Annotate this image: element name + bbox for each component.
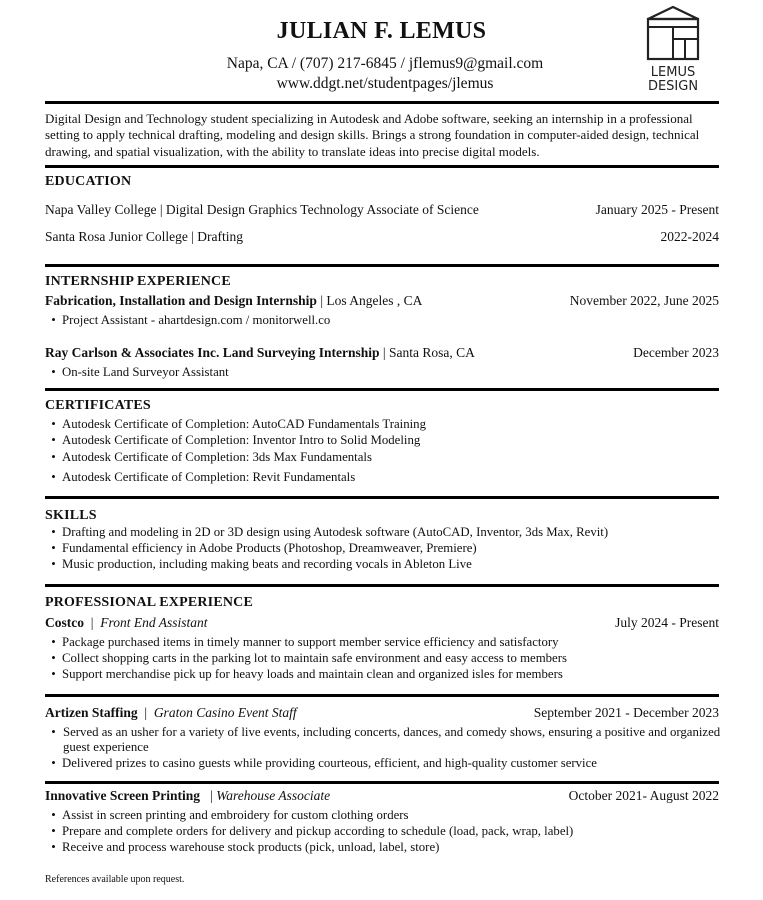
job-date: September 2021 - December 2023 [533, 705, 719, 720]
divider [45, 101, 719, 104]
list-item: • Drafting and modeling in 2D or 3D design using Autodesk software (AutoCAD, Inventor, 3ds Max, Revit) [51, 525, 609, 539]
list-item: • Prepare and complete orders for delivery and pickup according to schedule (load, pack, wrap, label) [51, 824, 574, 838]
contact-line: Napa, CA / (707) 217-6845 / jflemus9@gmail.com [226, 55, 544, 72]
divider [45, 388, 719, 391]
lemus-design-logo [645, 5, 701, 93]
education-item: Napa Valley College | Digital Design Graphics Technology Associate of Science [45, 202, 479, 217]
list-item: • Fundamental efficiency in Adobe Products (Photoshop, Dreamweaver, Premiere) [51, 541, 477, 555]
job-title-line: Artizen Staffing | Graton Casino Event Staff [45, 705, 297, 720]
list-item: • On-site Land Surveyor Assistant [51, 365, 229, 379]
education-date: January 2025 - Present [595, 202, 719, 217]
list-item: • Collect shopping carts in the parking lot to maintain safe environment and easy access to members [51, 651, 567, 665]
summary-paragraph: Digital Design and Technology student specializing in Autodesk and Adobe software, seeking an internship in a professional setting to apply technical drafting, modeling and design skills. Brings a strong foundation in computer-aided design, technical drawing, and spatial visualization, with the ability to translate ideas into precise digital models. [45, 111, 700, 159]
list-item: • Served as an usher for a variety of live events, including concerts, dances, and comedy shows, ensuring a positive and organized guest experience [51, 725, 721, 754]
logo-text-design: DESIGN [647, 79, 699, 93]
divider [45, 584, 719, 587]
list-item: • Music production, including making beats and recording vocals in Ableton Live [51, 557, 472, 571]
job-date: July 2024 - Present [615, 615, 719, 630]
resume-name: JULIAN F. LEMUS [276, 18, 487, 44]
internship-title: Ray Carlson & Associates Inc. Land Surveying Internship | Santa Rosa, CA [45, 345, 475, 360]
references-note: References available upon request. [45, 874, 185, 885]
list-item: • Autodesk Certificate of Completion: AutoCAD Fundamentals Training [51, 417, 426, 431]
list-item: • Autodesk Certificate of Completion: Inventor Intro to Solid Modeling [51, 433, 421, 447]
list-item: • Support merchandise pick up for heavy loads and maintain clean and organized isles for members [51, 667, 563, 681]
internship-title: Fabrication, Installation and Design Internship | Los Angeles , CA [45, 293, 423, 308]
internship-date: December 2023 [633, 345, 719, 360]
list-item: • Receive and process warehouse stock products (pick, unload, label, store) [51, 840, 440, 854]
education-heading: EDUCATION [45, 174, 132, 189]
list-item: • Autodesk Certificate of Completion: 3ds Max Fundamentals [51, 450, 372, 464]
list-item: • Project Assistant - ahartdesign.com / monitorwell.co [51, 313, 331, 327]
skills-heading: SKILLS [45, 508, 97, 523]
professional-heading: PROFESSIONAL EXPERIENCE [45, 595, 254, 610]
list-item: • Assist in screen printing and embroidery for custom clothing orders [51, 808, 409, 822]
job-date: October 2021- August 2022 [568, 788, 719, 803]
list-item: • Autodesk Certificate of Completion: Revit Fundamentals [51, 470, 356, 484]
divider [45, 165, 719, 168]
education-date: 2022-2024 [660, 229, 719, 244]
certificates-heading: CERTIFICATES [45, 398, 151, 413]
website-link[interactable]: www.ddgt.net/studentpages/jlemus [276, 75, 494, 92]
internship-date: November 2022, June 2025 [569, 293, 719, 308]
divider [45, 496, 719, 499]
internship-heading: INTERNSHIP EXPERIENCE [45, 274, 231, 289]
job-title-line: Innovative Screen Printing | Warehouse Associate [45, 788, 331, 803]
list-item: • Package purchased items in timely manner to support member service efficiency and satisfactory [51, 635, 559, 649]
job-title-line: Costco | Front End Assistant [45, 615, 208, 630]
divider [45, 781, 719, 784]
list-item: • Delivered prizes to casino guests while providing courteous, efficient, and high-quality customer service [51, 756, 597, 770]
divider [45, 264, 719, 267]
house-icon [645, 5, 701, 93]
divider [45, 694, 719, 697]
logo-text-lemus: LEMUS [650, 65, 696, 80]
education-item: Santa Rosa Junior College | Drafting [45, 229, 244, 244]
